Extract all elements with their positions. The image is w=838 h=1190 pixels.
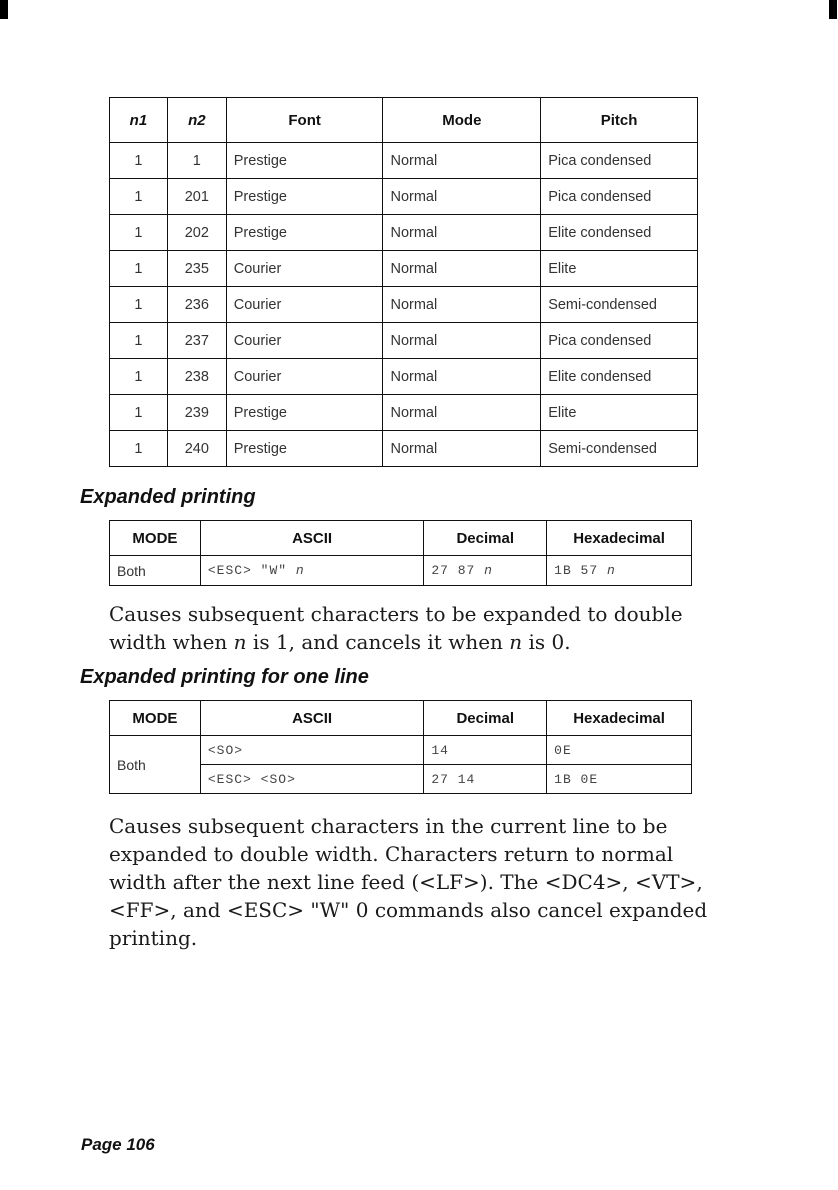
n1-cell: 1	[110, 395, 168, 431]
n1-cell: 1	[110, 143, 168, 179]
parameter-n: n	[509, 630, 523, 654]
font-cell: Prestige	[226, 215, 383, 251]
n2-cell: 239	[167, 395, 226, 431]
n2-cell: 235	[167, 251, 226, 287]
ascii-cell	[200, 556, 423, 586]
mode-cell: Normal	[383, 323, 541, 359]
pitch-cell: Elite	[541, 251, 698, 287]
column-header-mode: Mode	[383, 98, 541, 143]
table-row	[110, 736, 692, 765]
hex-cell: 0E	[547, 736, 692, 765]
description-text: is 0.	[528, 630, 571, 654]
registration-mark-right	[829, 0, 837, 19]
table-row	[110, 143, 698, 179]
font-cell: Courier	[226, 251, 383, 287]
table-row	[110, 431, 698, 467]
n2-cell: 201	[167, 179, 226, 215]
table-row	[110, 215, 698, 251]
n2-cell: 240	[167, 431, 226, 467]
mode-cell: Normal	[383, 395, 541, 431]
mode-cell: Normal	[383, 143, 541, 179]
font-cell: Prestige	[226, 431, 383, 467]
font-cell: Prestige	[226, 143, 383, 179]
ascii-cell: <SO>	[200, 736, 423, 765]
table-row	[110, 395, 698, 431]
table-row	[110, 251, 698, 287]
table-header-row	[110, 521, 692, 556]
column-header-font: Font	[226, 98, 383, 143]
n1-cell: 1	[110, 359, 168, 395]
registration-mark-left	[0, 0, 8, 19]
n2-cell: 237	[167, 323, 226, 359]
mode-cell: Normal	[383, 287, 541, 323]
column-header-hexadecimal: Hexadecimal	[547, 521, 692, 556]
description-text: Causes subsequent characters to be expanded to double width when	[109, 602, 683, 654]
pitch-cell: Elite condensed	[541, 215, 698, 251]
parameter-n: n	[233, 630, 247, 654]
column-header-ascii: ASCII	[200, 701, 423, 736]
n1-cell: 1	[110, 251, 168, 287]
table-row	[110, 359, 698, 395]
pitch-cell: Semi-condensed	[541, 431, 698, 467]
mode-cell: Normal	[383, 179, 541, 215]
table-row	[110, 179, 698, 215]
font-cell: Courier	[226, 359, 383, 395]
column-header-mode: MODE	[110, 701, 201, 736]
column-header-hexadecimal: Hexadecimal	[547, 701, 692, 736]
pitch-cell: Pica condensed	[541, 143, 698, 179]
font-selection-table	[109, 97, 698, 467]
mode-cell: Normal	[383, 431, 541, 467]
ascii-cell: <ESC> <SO>	[200, 765, 423, 794]
n1-cell: 1	[110, 431, 168, 467]
n1-cell: 1	[110, 215, 168, 251]
mode-cell: Normal	[383, 251, 541, 287]
parameter-n: n	[606, 563, 616, 578]
decimal-code: 27 87	[431, 563, 476, 578]
expanded-printing-description	[109, 600, 724, 656]
table-row	[110, 556, 692, 586]
table-row	[110, 323, 698, 359]
n2-cell: 202	[167, 215, 226, 251]
decimal-cell: 14	[424, 736, 547, 765]
n2-cell: 238	[167, 359, 226, 395]
mode-cell: Both	[110, 736, 201, 794]
section-heading-expanded-printing: Expanded printing	[80, 486, 256, 508]
hex-code: 1B 57	[554, 563, 599, 578]
n1-cell: 1	[110, 179, 168, 215]
section-heading-expanded-one-line: Expanded printing for one line	[80, 666, 369, 688]
column-header-n1: n1	[110, 98, 168, 143]
column-header-n2: n2	[167, 98, 226, 143]
column-header-mode: MODE	[110, 521, 201, 556]
table-header-row	[110, 701, 692, 736]
expanded-printing-command-table	[109, 520, 692, 586]
pitch-cell: Elite condensed	[541, 359, 698, 395]
expanded-one-line-command-table	[109, 700, 692, 794]
expanded-one-line-description: Causes subsequent characters in the current line to be expanded to double width. Characters return to normal width after the next line feed (<LF>). The <DC4>, <VT>, <FF>, and <ESC> "W" 0 commands also cancel expanded printing.	[109, 814, 708, 950]
hex-cell	[547, 556, 692, 586]
n2-cell: 236	[167, 287, 226, 323]
column-header-decimal: Decimal	[424, 701, 547, 736]
pitch-cell: Pica condensed	[541, 179, 698, 215]
n2-cell: 1	[167, 143, 226, 179]
mode-cell: Normal	[383, 215, 541, 251]
column-header-decimal: Decimal	[424, 521, 547, 556]
decimal-cell	[424, 556, 547, 586]
pitch-cell: Elite	[541, 395, 698, 431]
table-row	[110, 287, 698, 323]
column-header-ascii: ASCII	[200, 521, 423, 556]
n1-cell: 1	[110, 287, 168, 323]
table-header-row	[110, 98, 698, 143]
hex-cell: 1B 0E	[547, 765, 692, 794]
decimal-cell: 27 14	[424, 765, 547, 794]
mode-cell: Both	[110, 556, 201, 586]
description-text: is 1, and cancels it when	[252, 630, 503, 654]
column-header-pitch: Pitch	[541, 98, 698, 143]
font-cell: Courier	[226, 323, 383, 359]
parameter-n: n	[484, 563, 493, 578]
n1-cell: 1	[110, 323, 168, 359]
ascii-code: <ESC> "W"	[207, 563, 288, 578]
font-cell: Courier	[226, 287, 383, 323]
pitch-cell: Semi-condensed	[541, 287, 698, 323]
pitch-cell: Pica condensed	[541, 323, 698, 359]
font-cell: Prestige	[226, 179, 383, 215]
page-number: Page 106	[81, 1135, 155, 1154]
font-cell: Prestige	[226, 395, 383, 431]
mode-cell: Normal	[383, 359, 541, 395]
parameter-n: n	[295, 563, 305, 578]
